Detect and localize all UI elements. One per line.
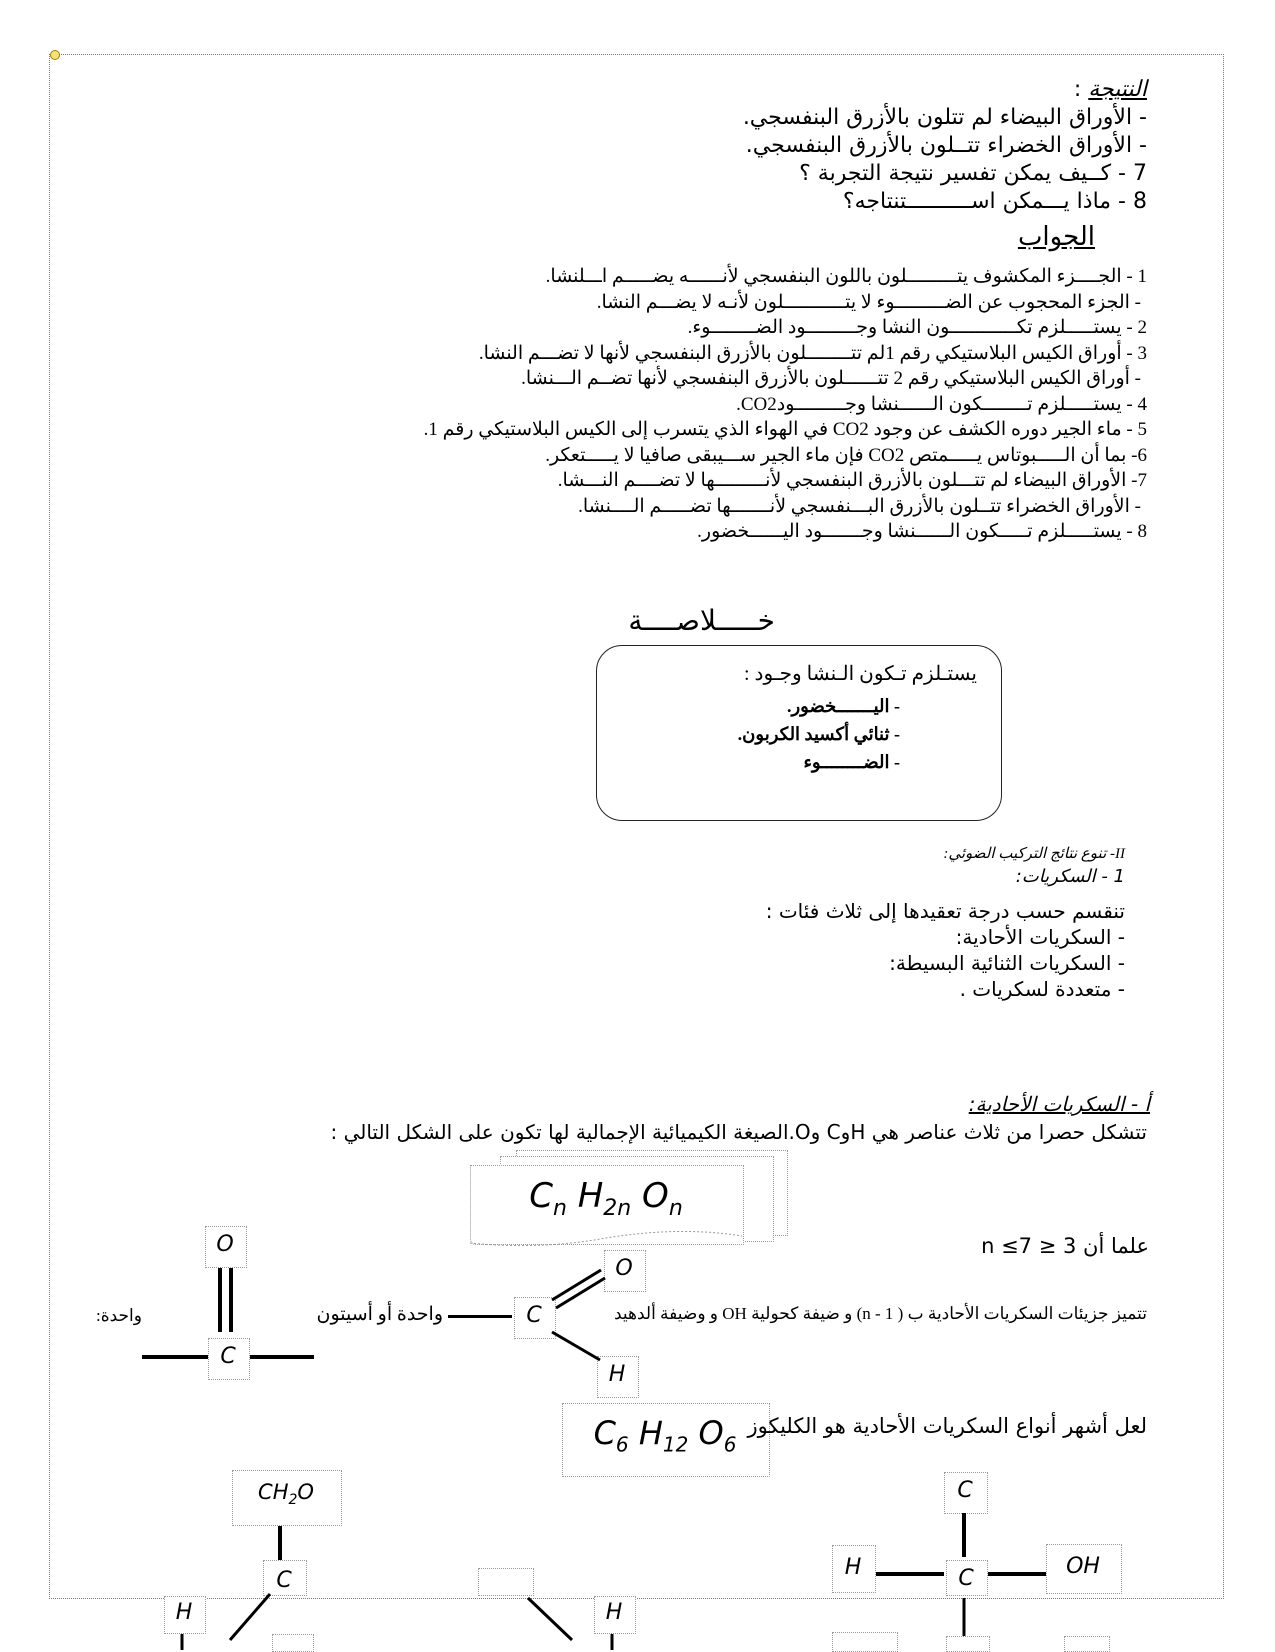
section2-sub: 1 - السكريات: [1015,866,1125,887]
aldehyde-hydrogen: H [608,1362,626,1387]
ketone-text: واحدة أو أسيتون [316,1304,443,1325]
chain-carbon-mid: C [958,1566,974,1591]
ketone-carbon: C [220,1344,236,1369]
ketone-oxygen: O [216,1232,234,1257]
answer-line-9: 7- الأوراق البيضاء لم تتـــلون بالأزرق البنفسجي لأنـــــــــها لا تضــــم النـــشا. [557,470,1147,491]
result-line-2: - الأوراق الخضراء تتــلون بالأزرق البنفسجي. [745,133,1147,158]
mono-line-2: تتميز جزيئات السكريات الأحادية ب ( n - 1) و ضيفة كحولية OH و وضيفة ألدهيد [613,1304,1147,1323]
aldehyde-oxygen: O [615,1256,633,1281]
answer-line-6: 4 - يستـــــلزم تــــــــكون الــــــنشا وجـــــــــودCO2. [736,393,1147,415]
chain-oh: OH [1066,1554,1100,1579]
aldehyde-carbon: C [526,1303,542,1328]
answer-title: الجواب [1017,222,1095,252]
section2-line-3: - السكريات الثنائية البسيطة: [889,951,1125,975]
section2-line-4: - متعددة لسكريات . [959,977,1125,1001]
result-line-1: - الأوراق البيضاء لم تتلون بالأزرق البنفسجي. [742,105,1147,130]
answer-line-5: - أوراق الكيس البلاستيكي رقم 2 تتــــــلون بالأزرق البنفسجي لأنها تضــم الـــنشا. [521,368,1141,389]
result-line-4: 8 - ماذا يـــمكن اســــــــــتنتاجه؟ [842,189,1147,214]
mono-heading: أ - السكريات الأحادية: [968,1092,1150,1116]
glucose-formula: $C_6$ $H_{12}$ $O_6$ [593,1414,737,1457]
section2-heading: II- تنوع نتائج التركيب الضوئي: [943,846,1125,862]
summary-title: خـــــلاصــــة [628,604,775,637]
summary-item-3: - الضــــــــوء [803,752,900,772]
lower-atom-box-2 [832,1632,898,1652]
ch2o-label: $CH_2O$ [258,1480,314,1509]
result-block: النتيجة : - الأوراق البيضاء لم تتلون بالأزرق البنفسجي. - الأوراق الخضراء تتــلون بالأزرق البنفسجي. 7 - كــيف يمكن تفسير نتيجة التجربة ؟ 8 - ماذا يـــمكن اســــــــــتنتاجه؟ [742,77,1147,214]
summary-intro: يستـلزم تـكون الـنشا وجـود : [744,663,977,685]
section2-line-1: تنقسم حسب درجة تعقيدها إلى ثلاث فئات : [765,899,1125,923]
answer-line-7: 5 - ماء الجير دوره الكشف عن وجود CO2 في الهواء الذي يتسرب إلى الكيس البلاستيكي رقم 1. [423,419,1147,440]
lower-atom-box-1 [272,1634,314,1652]
result-line-3: 7 - كــيف يمكن تفسير نتيجة التجربة ؟ [799,161,1147,186]
answer-line-11: 8 - يستـــــلزم تـــــكون الــــــنشا وجـــــــود اليــــــخضور. [697,521,1147,542]
answer-line-10: - الأوراق الخضراء تتــلون بالأزرق البـــنفسجي لأنـــــــها تضـــــم الــــنشا. [578,495,1141,517]
chain-hydrogen: H [844,1555,862,1580]
answer-line-1: 1 - الجــــزء المكشوف يتـــــــــلون باللون البنفسجي لأنــــــه يضـــــم اـــلنشا. [545,266,1147,287]
formula-general: $C_n$ $H_{2n}$ $O_n$ [529,1176,683,1221]
ring-carbon: C [276,1568,292,1593]
lower-hydrogen-left: H [175,1600,193,1625]
summary-item-1: - اليـــــــخضور. [786,696,900,716]
wahida-label: واحدة: [96,1306,142,1325]
answer-line-8: 6- بما أن الـــــبوتاس يـــــمتص CO2 فإن ماء الجير ســـيبقى صافيا لا يـــــتعكر. [545,444,1147,466]
glucose-text: لعل أشهر أنواع السكريات الأحادية هو الكليكوز [747,1414,1147,1438]
chain-carbon-top: C [957,1478,973,1503]
result-title: النتيجة [1088,77,1147,102]
answer-line-2: - الجزء المحجوب عن الضـــــــــوء لا يتـــــــــــلون لأنـه لا يضـــم النشا. [596,291,1141,313]
mono-line-1: تتشكل حصرا من ثلاث عناصر هي HوC وO.الصيغة الكيميائية الإجمالية لها تكون على الشكل التالي : [330,1120,1147,1144]
section2-line-2: - السكريات الأحادية: [955,925,1125,949]
n-condition: علما أن 3 ≤ n ≤7 [981,1234,1149,1258]
summary-item-2: - ثنائي أكسيد الكربون. [737,724,900,744]
answer-line-4: 3 - أوراق الكيس البلاستيكي رقم 1لم تتــــــــلون بالأزرق البنفسجي لأنها لا تضـــم النشا. [478,342,1147,364]
answer-line-3: 2 - يستـــــلزم تكــــــــــــون النشا وجـــــــــود الضــــــــوء. [687,317,1147,338]
lower-hydrogen-right: H [605,1600,623,1625]
